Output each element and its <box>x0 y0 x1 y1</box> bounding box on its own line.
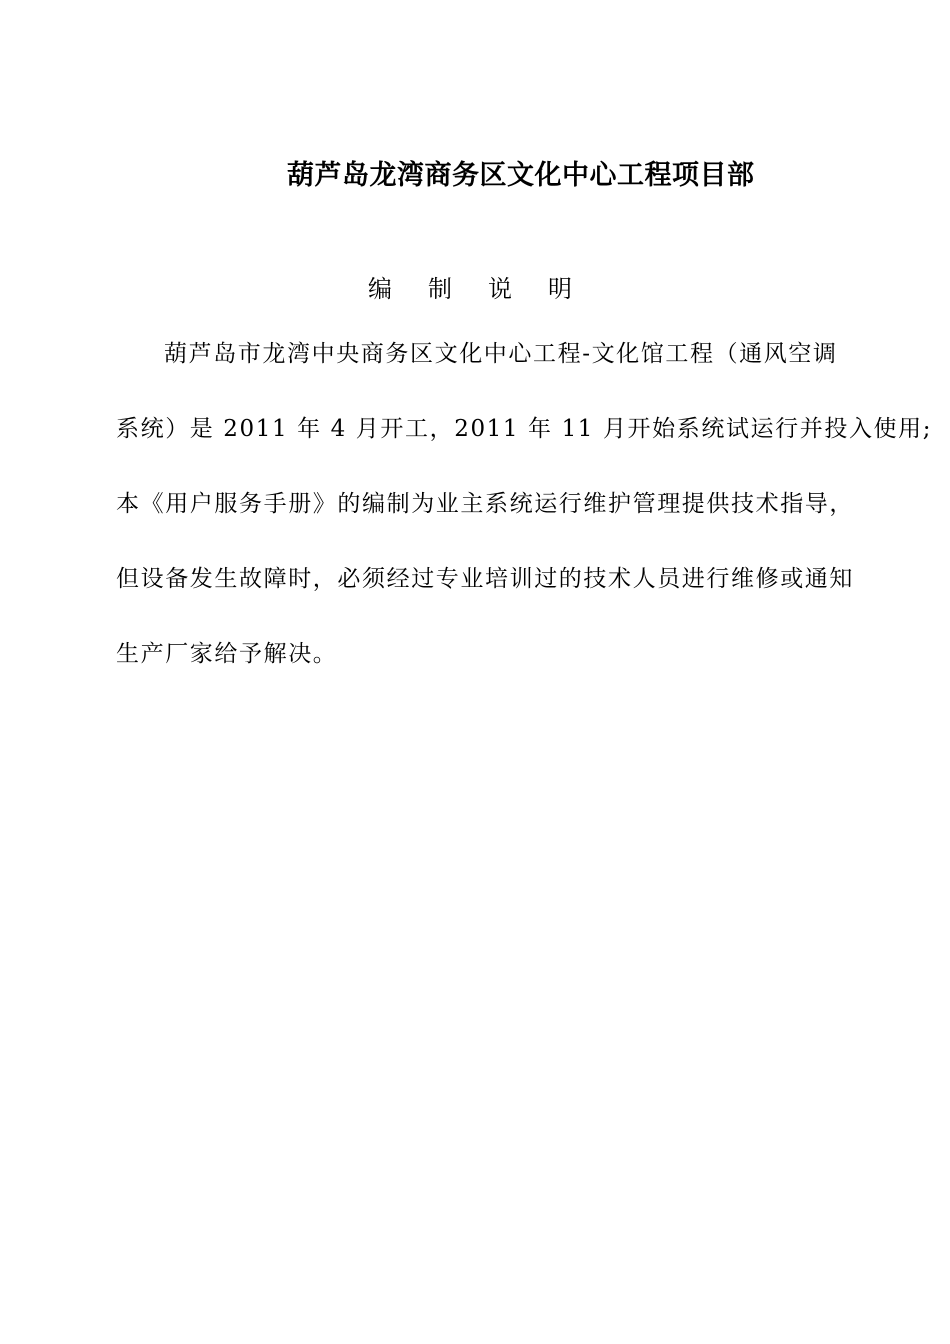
paragraph-line-4: 但设备发生故障时，必须经过专业培训过的技术人员进行维修或通知 <box>116 566 854 592</box>
document-title: 葫芦岛龙湾商务区文化中心工程项目部 <box>287 160 755 191</box>
section-heading-char-3: 说 <box>488 275 512 303</box>
paragraph-line-1: 葫芦岛市龙湾中央商务区文化中心工程-文化馆工程（通风空调 <box>164 341 838 367</box>
section-heading <box>368 270 572 308</box>
section-heading-char-1: 编 <box>368 275 392 303</box>
paragraph-line-3: 本《用户服务手册》的编制为业主系统运行维护管理提供技术指导， <box>116 491 854 517</box>
paragraph-line-2: 系统）是 2011 年 4 月开工，2011 年 11 月开始系统试运行并投入使用; <box>116 416 933 442</box>
section-heading-char-4: 明 <box>548 275 572 303</box>
section-heading-char-2: 制 <box>428 275 452 303</box>
paragraph-line-5: 生产厂家给予解决。 <box>116 641 338 667</box>
